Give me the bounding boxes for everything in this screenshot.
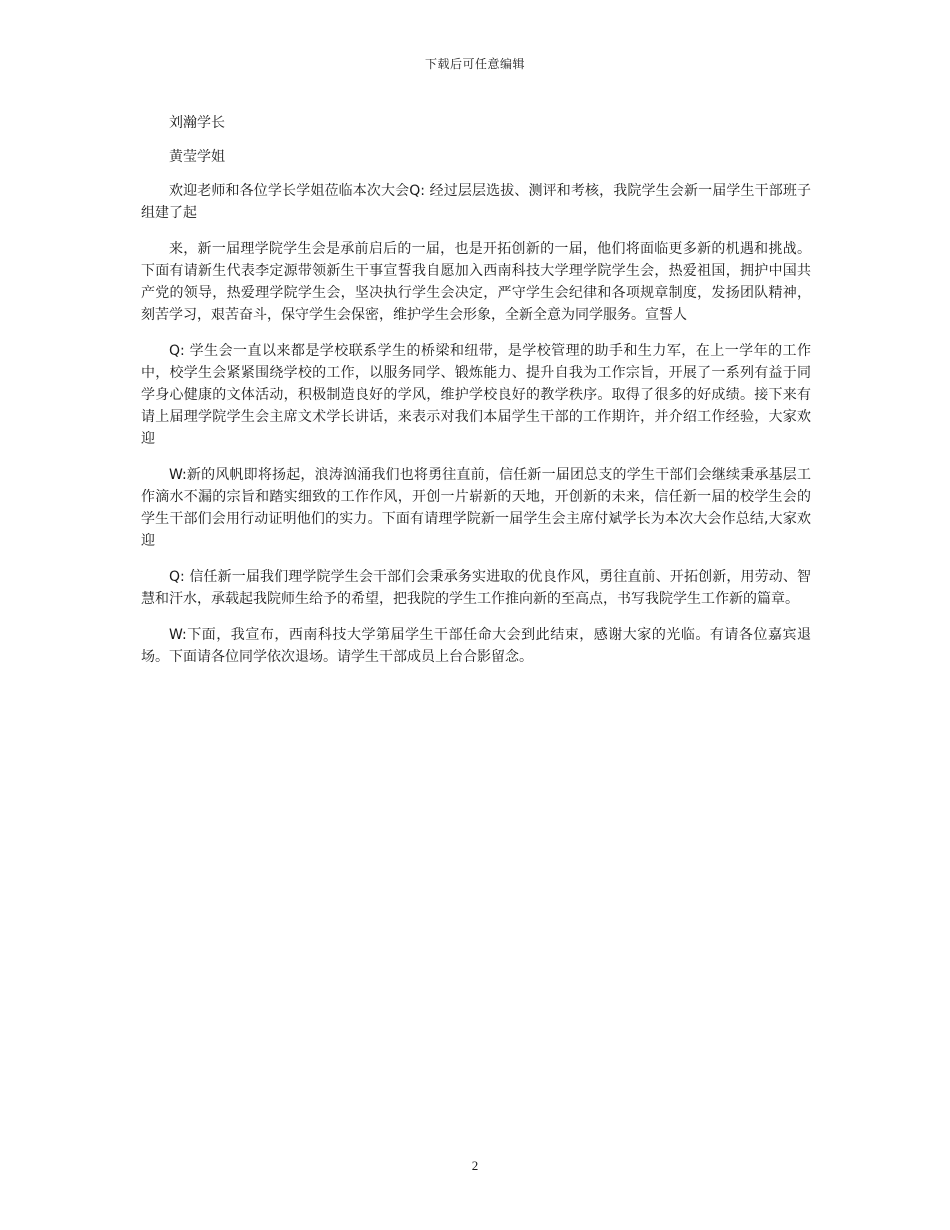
header-note: 下载后可任意编辑 — [424, 57, 525, 71]
paragraph-oath: 来，新一届理学院学生会是承前启后的一届，也是开拓创新的一届，他们将面临更多新的机遇和挑战。下面有请新生代表李定源带领新生干事宣誓我自愿加入西南科技大学理学院学生会，热爱祖国，拥护中国共产党的领导，热爱理学院学生会，坚决执行学生会决定，严守学生会纪律和各项规章制度，发扬团队精神，刻苦学习，艰苦奋斗，保守学生会保密，维护学生会形象，全新全意为同学服务。宣誓人 — [141, 241, 811, 323]
document-body — [141, 112, 811, 682]
paragraph-welcome: 欢迎老师和各位学长学姐莅临本次大会Q: 经过层层选拔、测评和考核，我院学生会新一届学生干部班子组建了起 — [141, 183, 811, 221]
paragraph-q-trust: Q: 信任新一届我们理学院学生会干部们会秉承务实进取的优良作风，勇往直前、开拓创新，用劳动、智慧和汗水，承载起我院师生给予的希望，把我院的学生工作推向新的至高点，书写我院学生工作新的篇章。 — [141, 569, 811, 607]
page-number: 2 — [471, 1158, 479, 1173]
paragraph-greeting-1: 刘瀚学长 — [169, 115, 225, 131]
paragraph-greeting-2: 黄莹学姐 — [169, 149, 225, 165]
paragraph-w-closing: W:下面，我宣布，西南科技大学第届学生干部任命大会到此结束，感谢大家的光临。有请各位嘉宾退场。下面请各位同学依次退场。请学生干部成员上台合影留念。 — [141, 627, 811, 665]
paragraph-w-new-sail: W:新的风帆即将扬起，浪涛汹涌我们也将勇往直前，信任新一届团总支的学生干部们会继续秉承基层工作滴水不漏的宗旨和踏实细致的工作作风，开创一片崭新的天地，开创新的未来，信任新一届的校学生会的学生干部们会用行动证明他们的实力。下面有请理学院新一届学生会主席付斌学长为本次大会作总结,大家欢迎 — [141, 467, 811, 549]
paragraph-q-student-union: Q: 学生会一直以来都是学校联系学生的桥梁和纽带，是学校管理的助手和生力军，在上一学年的工作中，校学生会紧紧围绕学校的工作，以服务同学、锻炼能力、提升自我为工作宗旨，开展了一系列有益于同学身心健康的文体活动，积极制造良好的学风，维护学校良好的教学秩序。取得了很多的好成绩。接下来有请上届理学院学生会主席文术学长讲话，来表示对我们本届学生干部的工作期许，并介绍工作经验，大家欢迎 — [141, 343, 811, 447]
